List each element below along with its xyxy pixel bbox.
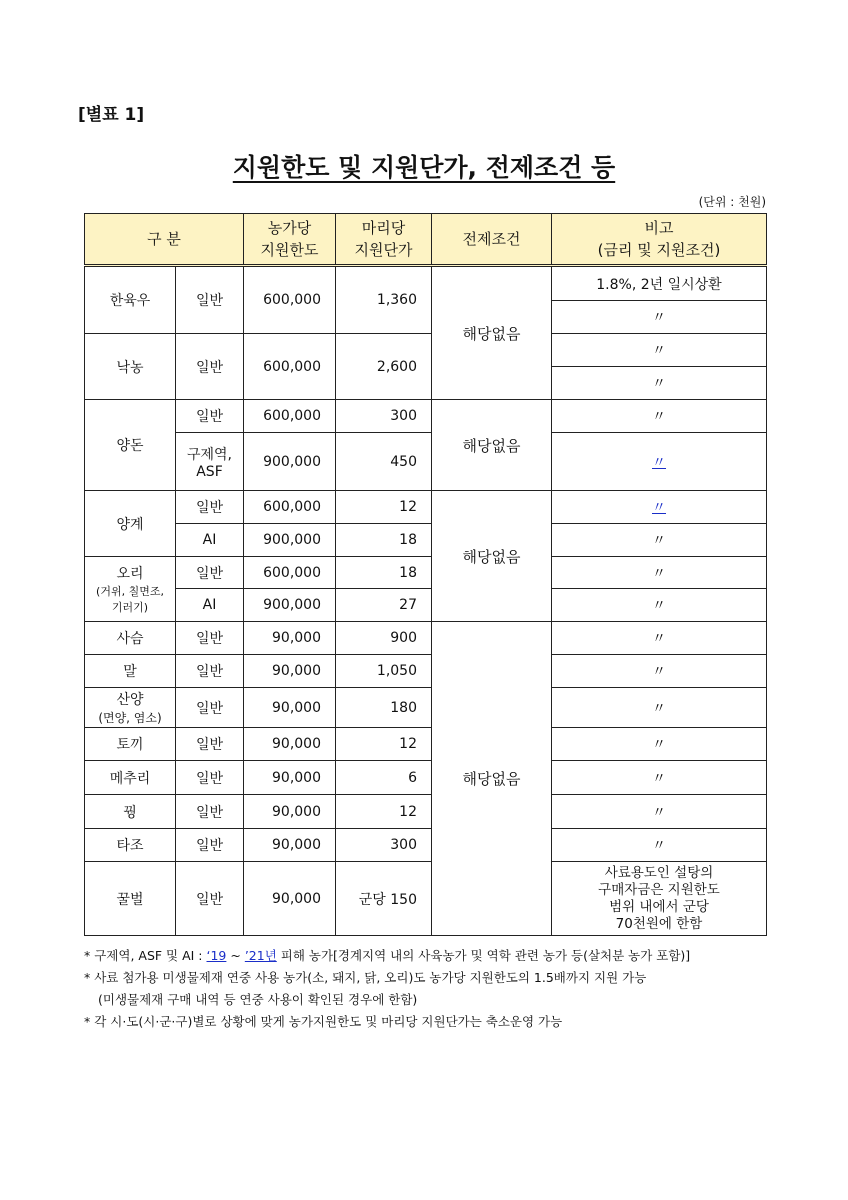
farm-limit: 600,000 (244, 334, 336, 400)
remark-ditto: 〃 (552, 400, 767, 433)
precondition-cell: 해당없음 (432, 622, 552, 936)
row-type: 일반 (176, 761, 244, 795)
farm-limit: 900,000 (244, 589, 336, 622)
row-type: 일반 (176, 266, 244, 334)
remark-ditto: 〃 (552, 524, 767, 557)
precondition-cell: 해당없음 (432, 400, 552, 491)
table-row (85, 795, 767, 829)
table-row (85, 761, 767, 795)
head-price: 900 (336, 622, 432, 655)
remark-ditto: 〃 (552, 795, 767, 829)
remark-ditto: 〃 (552, 761, 767, 795)
farm-limit: 90,000 (244, 862, 336, 936)
document-title: 지원한도 및 지원단가, 전제조건 등 (232, 153, 616, 182)
row-name: 산양 (면양, 염소) (85, 688, 176, 728)
row-name: 타조 (85, 829, 176, 862)
row-type: 일반 (176, 557, 244, 589)
row-type: 일반 (176, 688, 244, 728)
footnote-3: * 각 시·도(시·군·구)별로 상황에 맞게 농가지원한도 및 마리당 지원단가는 축소운영 가능 (84, 1014, 563, 1029)
remark-ditto: 〃 (552, 728, 767, 761)
table-row (85, 557, 767, 589)
table-row (85, 400, 767, 433)
remark-ditto: 〃 (552, 622, 767, 655)
row-name: 낙농 (85, 334, 176, 400)
table-header-row (85, 214, 767, 266)
farm-limit: 90,000 (244, 829, 336, 862)
row-name: 꿀벌 (85, 862, 176, 936)
farm-limit: 900,000 (244, 524, 336, 557)
footnote-1: * 구제역, ASF 및 AI : ‘19 ~ ’21년 피해 농가[경계지역 내의 사육농가 및 역학 관련 농가 등(살처분 농가 포함)] (84, 948, 691, 963)
table-row (85, 491, 767, 524)
head-price: 1,050 (336, 655, 432, 688)
annex-label: [별표 1] (78, 105, 145, 125)
table-row (85, 688, 767, 728)
year-link-21[interactable]: ’21년 (244, 948, 277, 963)
farm-limit: 90,000 (244, 688, 336, 728)
head-price: 6 (336, 761, 432, 795)
header-division: 구 분 (85, 214, 244, 266)
table-row (85, 728, 767, 761)
table-row (85, 655, 767, 688)
table-row (85, 589, 767, 622)
table-row (85, 862, 767, 936)
row-type: 일반 (176, 622, 244, 655)
row-type: 일반 (176, 334, 244, 400)
farm-limit: 90,000 (244, 761, 336, 795)
table-row (85, 334, 767, 367)
remark-cell: 사료용도인 설탕의 구매자금은 지원한도 범위 내에서 군당 70천원에 한함 (552, 862, 767, 936)
farm-limit: 90,000 (244, 622, 336, 655)
table-row (85, 266, 767, 301)
row-type: AI (176, 524, 244, 557)
row-type: 일반 (176, 655, 244, 688)
head-price: 군당 150 (336, 862, 432, 936)
head-price: 300 (336, 400, 432, 433)
table-row (85, 433, 767, 491)
remark-ditto: 〃 (552, 589, 767, 622)
footnotes (84, 945, 784, 1033)
head-price: 2,600 (336, 334, 432, 400)
row-type: 일반 (176, 400, 244, 433)
row-name: 양계 (85, 491, 176, 557)
table-row (85, 524, 767, 557)
footnote-2: * 사료 첨가용 미생물제재 연중 사용 농가(소, 돼지, 닭, 오리)도 농가당 지원한도의 1.5배까지 지원 가능 (84, 970, 647, 985)
header-head-price: 마리당 지원단가 (336, 214, 432, 266)
support-table (84, 213, 767, 936)
farm-limit: 90,000 (244, 795, 336, 829)
head-price: 1,360 (336, 266, 432, 334)
row-name: 한육우 (85, 266, 176, 334)
footnote-2-sub: (미생물제재 구매 내역 등 연중 사용이 확인된 경우에 한함) (98, 992, 418, 1007)
row-type: 일반 (176, 491, 244, 524)
remark-ditto-link[interactable]: 〃 (552, 433, 767, 491)
remark-cell: 1.8%, 2년 일시상환 (552, 266, 767, 301)
header-precondition: 전제조건 (432, 214, 552, 266)
remark-ditto: 〃 (552, 301, 767, 334)
row-name: 메추리 (85, 761, 176, 795)
farm-limit: 900,000 (244, 433, 336, 491)
remark-ditto-link[interactable]: 〃 (552, 491, 767, 524)
head-price: 450 (336, 433, 432, 491)
precondition-cell: 해당없음 (432, 491, 552, 622)
head-price: 27 (336, 589, 432, 622)
remark-ditto: 〃 (552, 334, 767, 367)
row-type: 일반 (176, 795, 244, 829)
remark-ditto: 〃 (552, 367, 767, 400)
farm-limit: 600,000 (244, 400, 336, 433)
remark-ditto: 〃 (552, 655, 767, 688)
head-price: 12 (336, 728, 432, 761)
farm-limit: 600,000 (244, 266, 336, 334)
row-type: 구제역, ASF (176, 433, 244, 491)
row-type: AI (176, 589, 244, 622)
row-type: 일반 (176, 862, 244, 936)
header-farm-limit: 농가당 지원한도 (244, 214, 336, 266)
remark-ditto: 〃 (552, 688, 767, 728)
farm-limit: 600,000 (244, 557, 336, 589)
row-name: 꿩 (85, 795, 176, 829)
row-name: 사슴 (85, 622, 176, 655)
header-remarks: 비고 (금리 및 지원조건) (552, 214, 767, 266)
head-price: 18 (336, 557, 432, 589)
remark-ditto: 〃 (552, 829, 767, 862)
row-name: 양돈 (85, 400, 176, 491)
row-type: 일반 (176, 829, 244, 862)
head-price: 300 (336, 829, 432, 862)
remark-ditto: 〃 (552, 557, 767, 589)
head-price: 180 (336, 688, 432, 728)
farm-limit: 600,000 (244, 491, 336, 524)
table-row (85, 622, 767, 655)
precondition-cell: 해당없음 (432, 266, 552, 400)
farm-limit: 90,000 (244, 728, 336, 761)
table-row (85, 829, 767, 862)
row-name: 말 (85, 655, 176, 688)
head-price: 12 (336, 491, 432, 524)
row-name: 오리 (거위, 칠면조, 기러기) (85, 557, 176, 622)
row-name: 토끼 (85, 728, 176, 761)
head-price: 12 (336, 795, 432, 829)
unit-note: (단위 : 천원) (698, 195, 766, 209)
year-link-19[interactable]: ‘19 (206, 948, 227, 963)
farm-limit: 90,000 (244, 655, 336, 688)
row-type: 일반 (176, 728, 244, 761)
head-price: 18 (336, 524, 432, 557)
